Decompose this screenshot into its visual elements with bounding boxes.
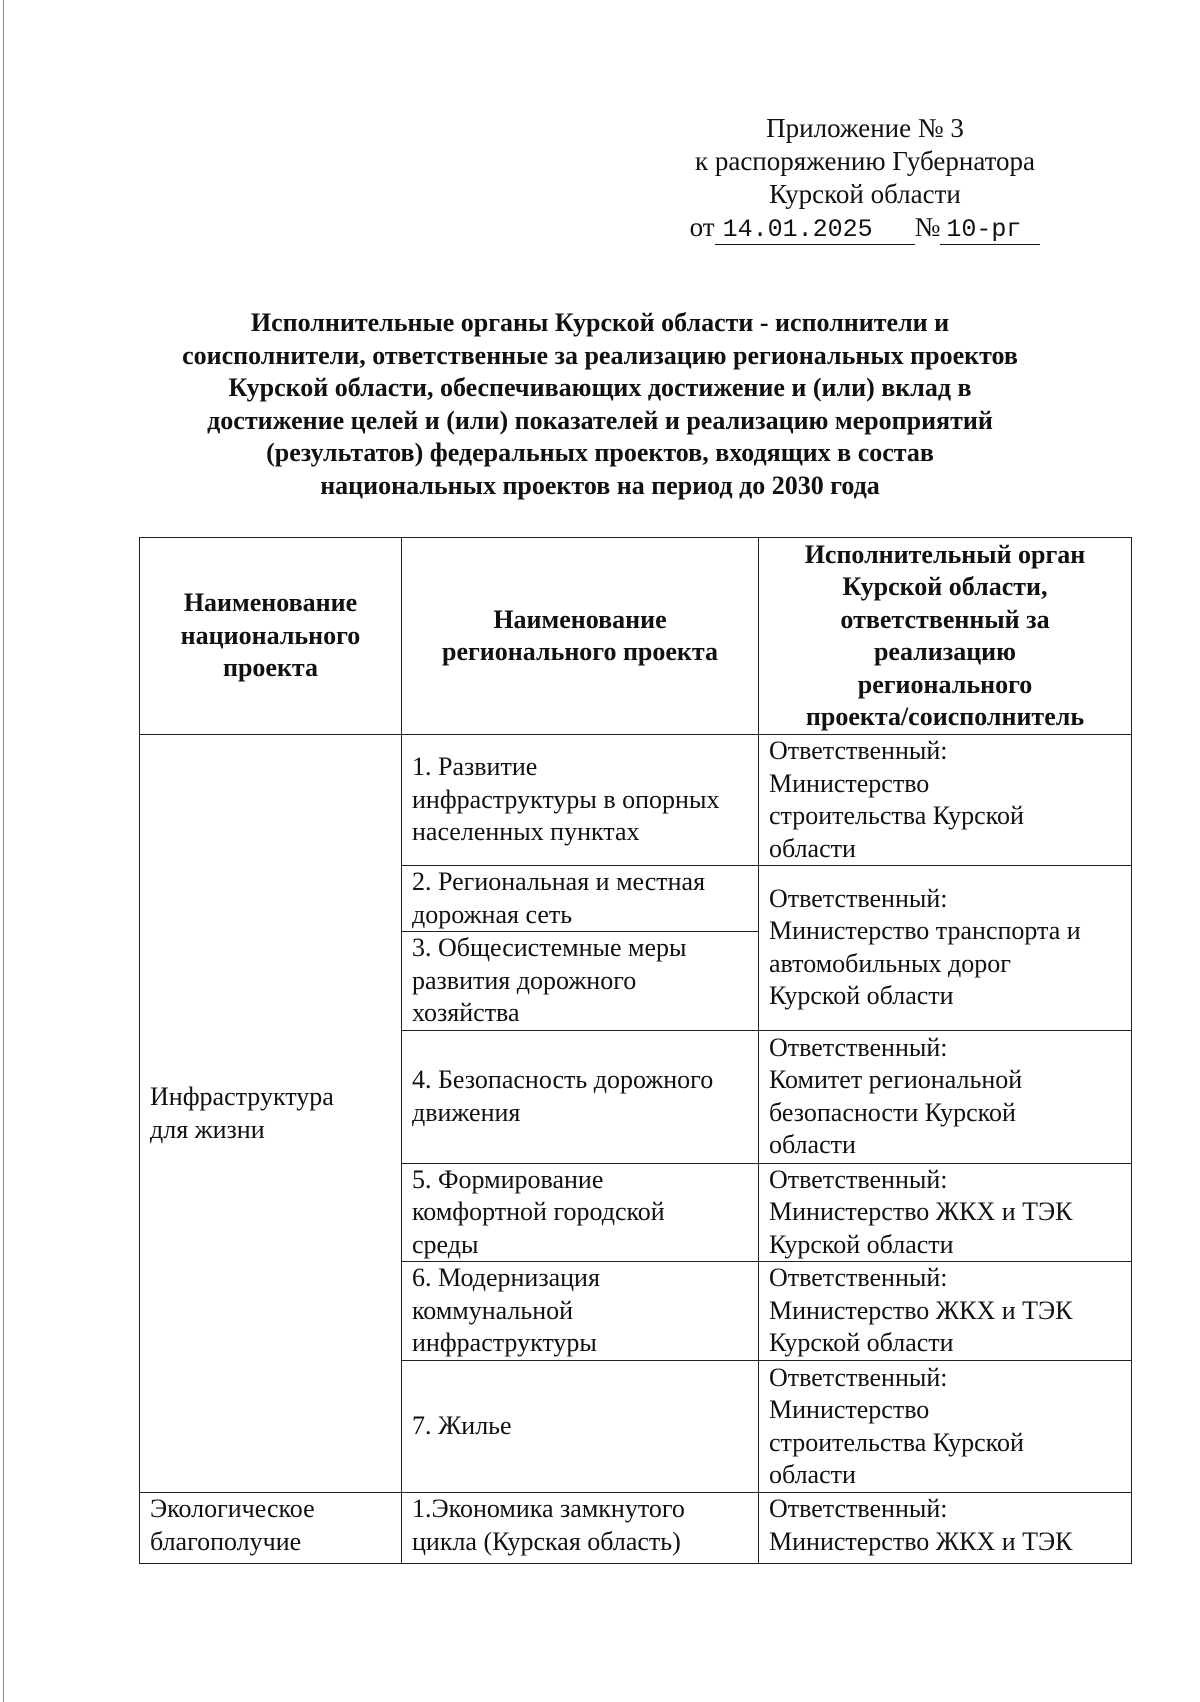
- national-project-cell: Инфраструктура для жизни: [140, 735, 402, 1493]
- regional-project-cell: 3. Общесистемные меры развития дорожного хозяйства: [402, 932, 759, 1031]
- regional-project-cell: 1.Экономика замкнутого цикла (Курская область): [402, 1493, 759, 1564]
- table-row: [140, 1493, 1132, 1564]
- regional-project-cell: 7. Жилье: [402, 1361, 759, 1493]
- title-line: национальных проектов на период до 2030 года: [320, 470, 880, 500]
- regional-project-cell: 1. Развитие инфраструктуры в опорных населенных пунктах: [402, 735, 759, 866]
- annex-date-line: [640, 211, 1090, 245]
- annex-reference: к распоряжению Губернатора: [694, 146, 1036, 176]
- responsible-cell: Ответственный: Министерство ЖКХ и ТЭК Курской области: [759, 1163, 1132, 1262]
- responsible-cell: Ответственный: Министерство ЖКХ и ТЭК Курской области: [759, 1262, 1132, 1361]
- title-line: Исполнительные органы Курской области - исполнители и: [250, 308, 950, 337]
- annex-header: [640, 112, 1090, 245]
- responsible-cell: Ответственный: Министерство строительства Курской области: [759, 735, 1132, 866]
- title-line: Курской области, обеспечивающих достижение и (или) вклад в: [228, 373, 972, 402]
- national-project-cell: Экологическое благополучие: [140, 1493, 402, 1564]
- annex-number: Приложение № 3: [766, 113, 964, 143]
- document-date: 14.01.2025: [715, 216, 915, 245]
- table-row: [140, 735, 1132, 866]
- regional-project-cell: 2. Региональная и местная дорожная сеть: [402, 866, 759, 932]
- document-title: [140, 307, 1060, 502]
- regional-project-cell: 6. Модернизация коммунальной инфраструктуры: [402, 1262, 759, 1361]
- title-line: (результатов) федеральных проектов, входящих в состав: [266, 438, 934, 467]
- responsible-cell: Ответственный: Министерство транспорта и автомобильных дорог Курской области: [759, 866, 1132, 1031]
- title-line: достижение целей и (или) показателей и реализацию мероприятий: [207, 405, 993, 435]
- title-line: соисполнители, ответственные за реализацию региональных проектов: [182, 340, 1018, 370]
- regional-project-cell: 4. Безопасность дорожного движения: [402, 1030, 759, 1163]
- document-number: 10-рг: [940, 216, 1040, 245]
- responsible-cell: Ответственный: Министерство строительства Курской области: [759, 1361, 1132, 1493]
- regional-project-cell: 5. Формирование комфортной городской среды: [402, 1163, 759, 1262]
- number-prefix: №: [914, 212, 941, 242]
- header-regional-project: Наименование регионального проекта: [402, 538, 759, 735]
- header-national-project: Наименование национального проекта: [140, 538, 402, 735]
- date-prefix: от: [689, 212, 715, 242]
- table-header-row: [140, 538, 1132, 735]
- header-responsible-body: Исполнительный орган Курской области, ответственный за реализацию регионального проекта/соисполнитель: [759, 538, 1132, 735]
- scan-edge-line: [3, 0, 4, 1702]
- responsible-cell: Ответственный: Комитет региональной безопасности Курской области: [759, 1030, 1132, 1163]
- responsible-cell: Ответственный: Министерство ЖКХ и ТЭК: [759, 1493, 1132, 1564]
- projects-table: [139, 537, 1132, 1564]
- annex-region: Курской области: [769, 179, 961, 209]
